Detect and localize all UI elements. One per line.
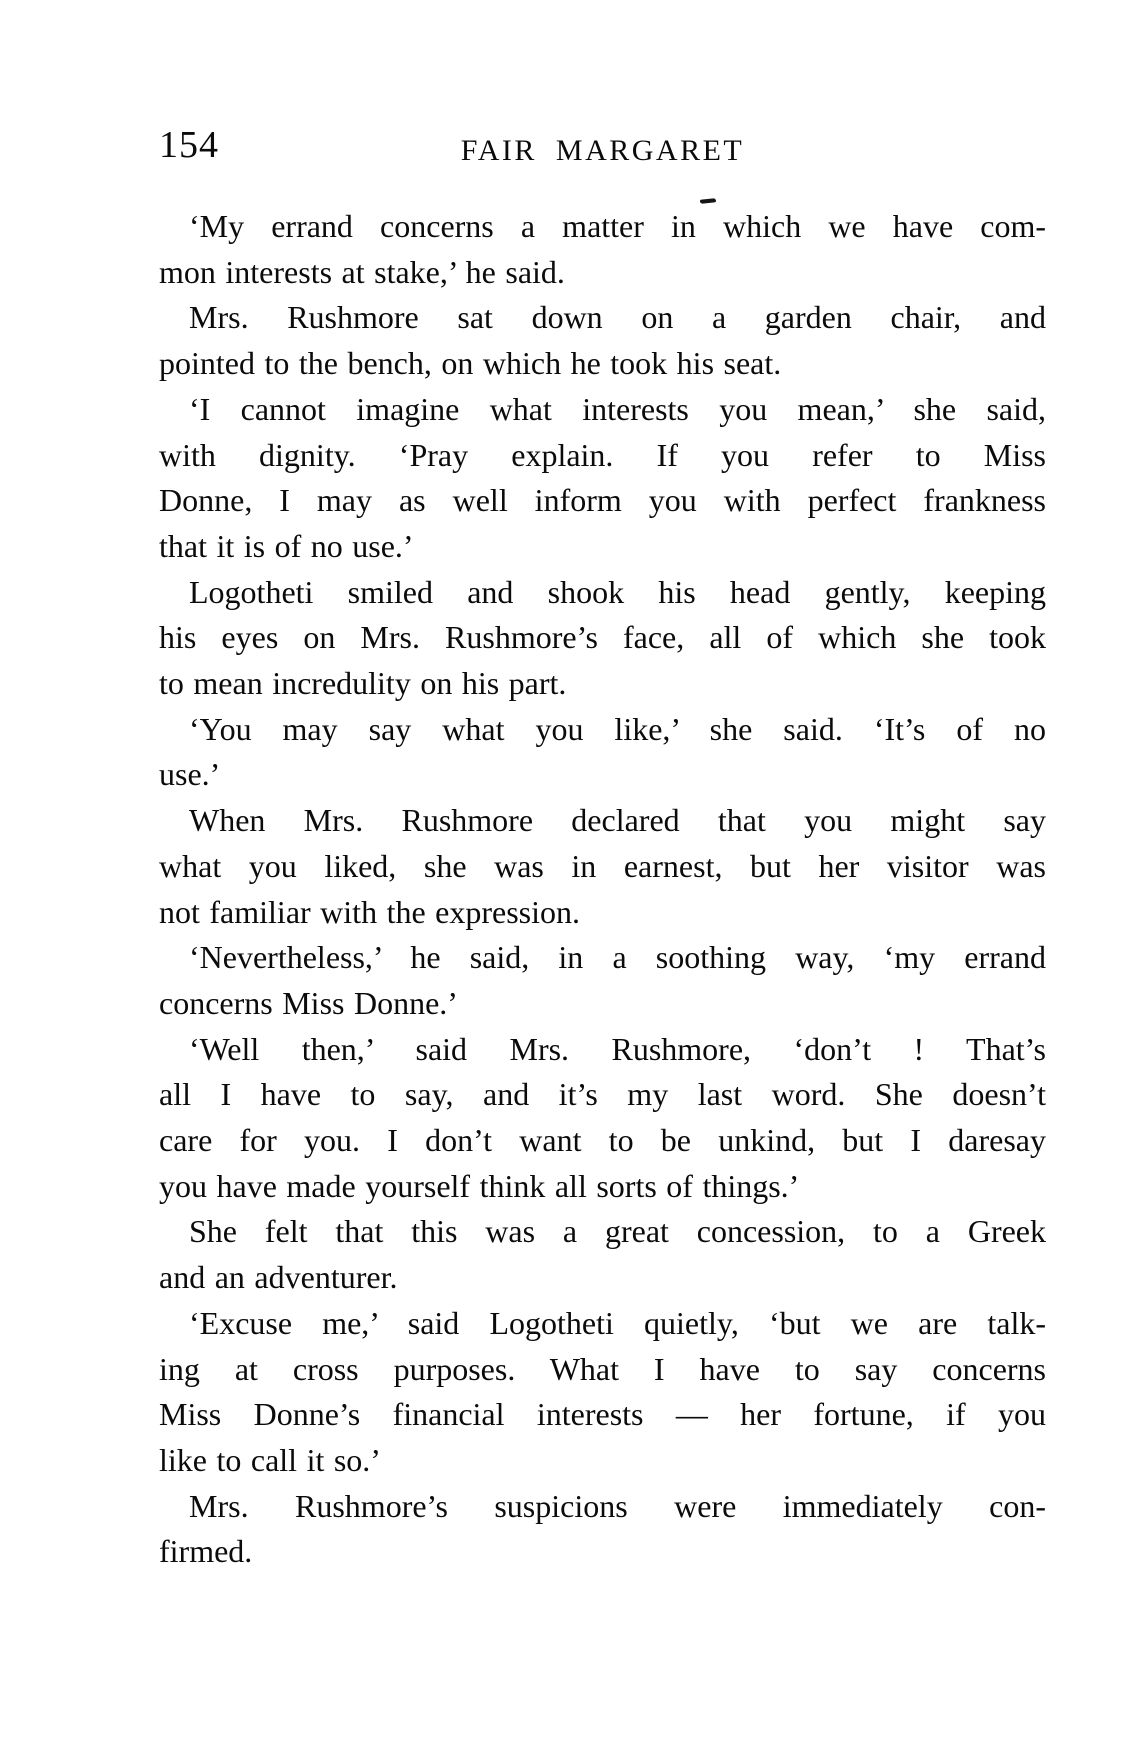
text-line: Logotheti smiled and shook his head gently, keeping bbox=[189, 573, 1046, 610]
paragraph bbox=[159, 1027, 1046, 1210]
text-line: to mean incredulity on his part. bbox=[159, 665, 567, 702]
text-line: ing at cross purposes. What I have to say concerns bbox=[159, 1350, 1046, 1387]
text-line: firmed. bbox=[159, 1533, 253, 1570]
text-line: all I have to say, and it’s my last word. She doesn’t bbox=[159, 1076, 1046, 1113]
text-line: concerns Miss Donne.’ bbox=[159, 984, 458, 1021]
text-line: ‘Nevertheless,’ he said, in a soothing way, ‘my errand bbox=[189, 939, 1046, 976]
paragraph bbox=[159, 935, 1046, 1026]
paragraph bbox=[159, 707, 1046, 798]
paragraph bbox=[159, 570, 1046, 707]
text-line: care for you. I don’t want to be unkind, but I daresay bbox=[159, 1122, 1046, 1159]
paragraph bbox=[159, 295, 1046, 386]
text-line: She felt that this was a great concession, to a Greek bbox=[189, 1213, 1046, 1250]
text-line: ‘I cannot imagine what interests you mean,’ she said, bbox=[189, 390, 1046, 427]
text-line: Miss Donne’s financial interests — her fortune, if you bbox=[159, 1396, 1046, 1433]
running-title: FAIR MARGARET bbox=[460, 134, 745, 167]
paragraph bbox=[159, 798, 1046, 935]
text-line: his eyes on Mrs. Rushmore’s face, all of which she took bbox=[159, 619, 1046, 656]
paragraph bbox=[159, 387, 1046, 570]
text-line: use.’ bbox=[159, 756, 221, 793]
text-line: When Mrs. Rushmore declared that you might say bbox=[189, 802, 1046, 839]
text-line: Mrs. Rushmore’s suspicions were immediately con- bbox=[189, 1487, 1046, 1524]
text-line: ‘You may say what you like,’ she said. ‘It’s of no bbox=[189, 710, 1046, 747]
text-line: that it is of no use.’ bbox=[159, 527, 414, 564]
text-line: ‘Excuse me,’ said Logotheti quietly, ‘but we are talk- bbox=[189, 1304, 1046, 1341]
scan-artifact-mark bbox=[700, 198, 716, 204]
text-line: pointed to the bench, on which he took his seat. bbox=[159, 345, 782, 382]
paragraph bbox=[159, 1484, 1046, 1575]
text-line: you have made yourself think all sorts of things.’ bbox=[159, 1167, 800, 1204]
text-line: like to call it so.’ bbox=[159, 1441, 381, 1478]
paragraph bbox=[159, 204, 1046, 295]
text-line: ‘Well then,’ said Mrs. Rushmore, ‘don’t ! That’s bbox=[189, 1030, 1046, 1067]
text-line: Donne, I may as well inform you with perfect frankness bbox=[159, 482, 1046, 519]
text-line: ‘My errand concerns a matter in which we have com- bbox=[189, 208, 1046, 244]
text-line: not familiar with the expression. bbox=[159, 893, 581, 930]
page-number: 154 bbox=[159, 124, 219, 166]
paragraph bbox=[159, 1209, 1046, 1300]
text-line: what you liked, she was in earnest, but her visitor was bbox=[159, 847, 1046, 884]
text-line: with dignity. ‘Pray explain. If you refer to Miss bbox=[159, 436, 1046, 473]
text-line: mon interests at stake,’ he said. bbox=[159, 253, 565, 290]
text-block bbox=[159, 204, 1046, 1575]
text-line: and an adventurer. bbox=[159, 1259, 398, 1296]
paragraph bbox=[159, 1301, 1046, 1484]
text-line: Mrs. Rushmore sat down on a garden chair, and bbox=[189, 299, 1046, 336]
